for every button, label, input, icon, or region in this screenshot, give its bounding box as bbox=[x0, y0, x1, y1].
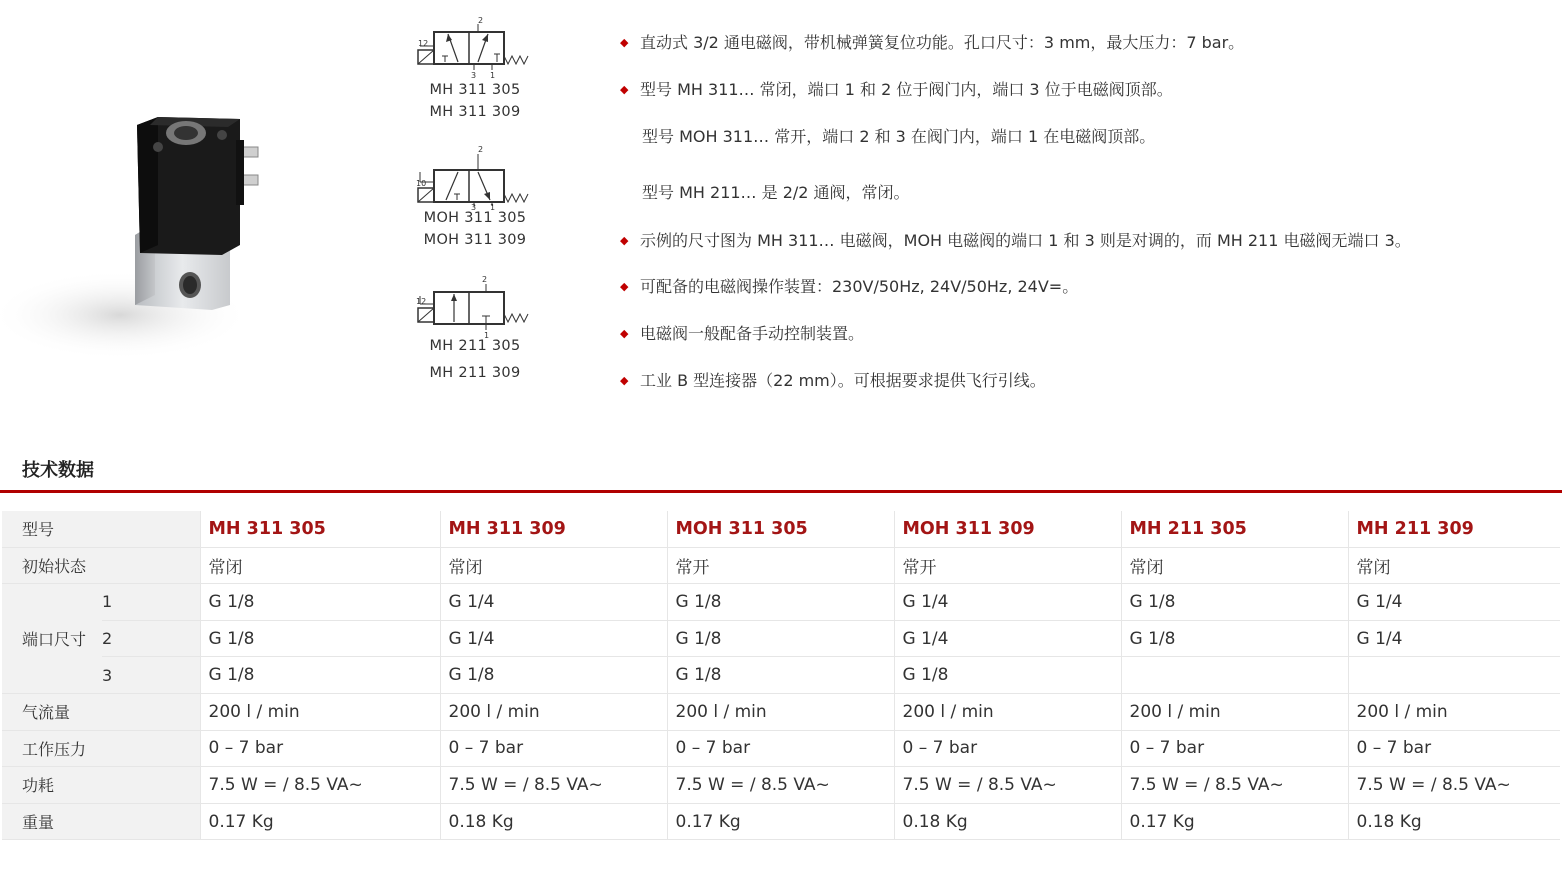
row-sublabel: 3 bbox=[102, 657, 200, 694]
spec-table bbox=[2, 511, 1560, 840]
diamond-bullet-icon: ◆ bbox=[620, 234, 629, 247]
row-label: 工作压力 bbox=[2, 730, 200, 767]
table-cell: 200 l / min bbox=[894, 693, 1121, 730]
table-row bbox=[2, 511, 1560, 547]
table-cell: 常开 bbox=[667, 547, 894, 584]
table-cell: 0 – 7 bar bbox=[1121, 730, 1348, 767]
symbol-model: MH 211 309 bbox=[429, 365, 521, 381]
table-cell: 200 l / min bbox=[200, 693, 440, 730]
table-cell: G 1/4 bbox=[440, 584, 667, 621]
table-cell: G 1/4 bbox=[894, 584, 1121, 621]
svg-text:1: 1 bbox=[484, 331, 490, 338]
product-image bbox=[0, 95, 300, 365]
row-label: 型号 bbox=[2, 511, 200, 547]
model-header: MH 311 309 bbox=[440, 511, 667, 547]
port-top-label: 2 bbox=[478, 16, 484, 25]
table-cell: 0 – 7 bar bbox=[440, 730, 667, 767]
table-cell: 0 – 7 bar bbox=[894, 730, 1121, 767]
svg-text:3: 3 bbox=[471, 203, 477, 210]
valve-symbol-mh-211 bbox=[410, 274, 540, 381]
table-cell: 7.5 W = / 8.5 VA~ bbox=[1348, 767, 1560, 804]
svg-text:10: 10 bbox=[416, 179, 427, 188]
row-label: 气流量 bbox=[2, 693, 200, 730]
feature-item: ◆ 型号 MH 311… 常闭，端口 1 和 2 位于阀门内，端口 3 位于电磁阀顶部。 bbox=[620, 80, 1173, 99]
row-sublabel: 2 bbox=[102, 620, 200, 657]
table-cell: G 1/4 bbox=[440, 620, 667, 657]
table-cell: 常闭 bbox=[1348, 547, 1560, 584]
table-cell: G 1/4 bbox=[1348, 620, 1560, 657]
table-cell: G 1/8 bbox=[1121, 620, 1348, 657]
table-cell: G 1/8 bbox=[667, 620, 894, 657]
model-header: MOH 311 309 bbox=[894, 511, 1121, 547]
table-cell: 200 l / min bbox=[667, 693, 894, 730]
valve-symbol-mh-311 bbox=[410, 12, 540, 120]
table-row bbox=[2, 547, 1560, 584]
svg-text:2: 2 bbox=[482, 275, 488, 284]
table-row bbox=[2, 803, 1560, 840]
table-cell: 7.5 W = / 8.5 VA~ bbox=[440, 767, 667, 804]
svg-text:2: 2 bbox=[478, 145, 484, 154]
table-cell: 7.5 W = / 8.5 VA~ bbox=[894, 767, 1121, 804]
feature-item: 型号 MOH 311… 常开，端口 2 和 3 在阀门内，端口 1 在电磁阀顶部。 bbox=[642, 127, 1156, 146]
table-cell: 0.18 Kg bbox=[440, 803, 667, 840]
table-cell: G 1/8 bbox=[200, 620, 440, 657]
section-title: 技术数据 bbox=[22, 460, 94, 481]
table-cell: G 1/8 bbox=[667, 584, 894, 621]
table-row bbox=[2, 584, 1560, 621]
table-cell: G 1/4 bbox=[1348, 584, 1560, 621]
table-cell: G 1/8 bbox=[667, 657, 894, 694]
feature-item: ◆ 工业 B 型连接器（22 mm）。可根据要求提供飞行引线。 bbox=[620, 371, 1046, 390]
table-row bbox=[2, 767, 1560, 804]
table-cell: 200 l / min bbox=[1121, 693, 1348, 730]
table-cell: 常闭 bbox=[1121, 547, 1348, 584]
model-header: MOH 311 305 bbox=[667, 511, 894, 547]
table-row bbox=[2, 730, 1560, 767]
model-header: MH 311 305 bbox=[200, 511, 440, 547]
table-cell: G 1/8 bbox=[1121, 584, 1348, 621]
row-label: 功耗 bbox=[2, 767, 200, 804]
feature-item: ◆ 电磁阀一般配备手动控制装置。 bbox=[620, 324, 865, 343]
table-cell: 200 l / min bbox=[1348, 693, 1560, 730]
model-header: MH 211 305 bbox=[1121, 511, 1348, 547]
feature-item: ◆ 可配备的电磁阀操作装置：230V/50Hz, 24V/50Hz, 24V=。 bbox=[620, 277, 1079, 296]
symbol-model: MH 211 305 bbox=[429, 338, 521, 354]
diamond-bullet-icon: ◆ bbox=[620, 327, 629, 340]
model-header: MH 211 309 bbox=[1348, 511, 1560, 547]
table-cell: 0.18 Kg bbox=[894, 803, 1121, 840]
diamond-bullet-icon: ◆ bbox=[620, 36, 629, 49]
table-row bbox=[2, 693, 1560, 730]
table-cell: 常闭 bbox=[200, 547, 440, 584]
table-cell: G 1/8 bbox=[200, 584, 440, 621]
table-cell: 0 – 7 bar bbox=[667, 730, 894, 767]
table-cell: G 1/8 bbox=[440, 657, 667, 694]
table-cell: G 1/4 bbox=[894, 620, 1121, 657]
table-cell: 0.18 Kg bbox=[1348, 803, 1560, 840]
symbol-model: MOH 311 305 bbox=[423, 210, 527, 226]
diamond-bullet-icon: ◆ bbox=[620, 374, 629, 387]
table-cell: 7.5 W = / 8.5 VA~ bbox=[1121, 767, 1348, 804]
svg-text:1: 1 bbox=[490, 71, 496, 80]
table-row bbox=[2, 657, 1560, 694]
table-cell: 0.17 Kg bbox=[1121, 803, 1348, 840]
table-cell: 常闭 bbox=[440, 547, 667, 584]
table-cell: 0.17 Kg bbox=[667, 803, 894, 840]
table-cell: 0 – 7 bar bbox=[200, 730, 440, 767]
table-cell: 0 – 7 bar bbox=[1348, 730, 1560, 767]
symbol-model: MOH 311 309 bbox=[423, 232, 527, 248]
table-cell: 0.17 Kg bbox=[200, 803, 440, 840]
svg-text:12: 12 bbox=[418, 39, 429, 48]
table-cell: 7.5 W = / 8.5 VA~ bbox=[200, 767, 440, 804]
diamond-bullet-icon: ◆ bbox=[620, 280, 629, 293]
table-row bbox=[2, 620, 1560, 657]
valve-symbol-moh-311 bbox=[410, 144, 540, 248]
feature-item: ◆ 示例的尺寸图为 MH 311… 电磁阀，MOH 电磁阀的端口 1 和 3 则是对调的，而 MH 211 电磁阀无端口 3。 bbox=[620, 231, 1411, 250]
table-cell: 7.5 W = / 8.5 VA~ bbox=[667, 767, 894, 804]
diamond-bullet-icon: ◆ bbox=[620, 83, 629, 96]
row-label: 初始状态 bbox=[2, 547, 200, 584]
table-cell: 200 l / min bbox=[440, 693, 667, 730]
row-label: 重量 bbox=[2, 803, 200, 840]
symbol-model: MH 311 309 bbox=[429, 104, 521, 120]
feature-item: ◆ 直动式 3/2 通电磁阀，带机械弹簧复位功能。孔口尺寸：3 mm，最大压力：7 bar。 bbox=[620, 33, 1245, 52]
table-cell bbox=[1348, 657, 1560, 694]
section-divider bbox=[0, 490, 1562, 493]
table-cell: 常开 bbox=[894, 547, 1121, 584]
symbol-model: MH 311 305 bbox=[429, 82, 521, 98]
row-group-label: 端口尺寸 bbox=[2, 584, 102, 694]
table-cell: G 1/8 bbox=[894, 657, 1121, 694]
svg-text:12: 12 bbox=[416, 297, 427, 306]
row-sublabel: 1 bbox=[102, 584, 200, 621]
svg-text:3: 3 bbox=[471, 71, 477, 80]
feature-item: 型号 MH 211… 是 2/2 通阀，常闭。 bbox=[642, 183, 910, 202]
svg-text:1: 1 bbox=[490, 203, 496, 210]
table-cell bbox=[1121, 657, 1348, 694]
table-cell: G 1/8 bbox=[200, 657, 440, 694]
